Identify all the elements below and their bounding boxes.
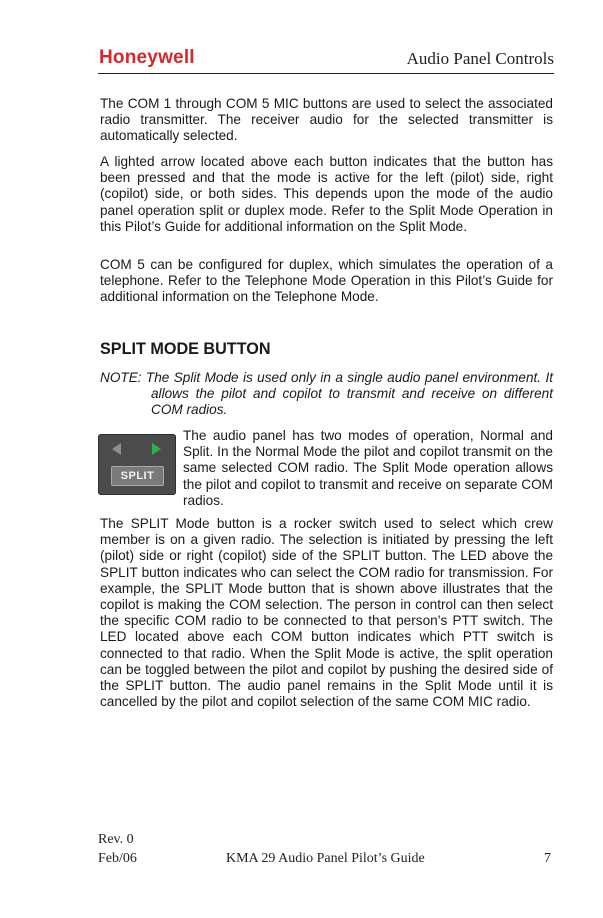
- paragraph-com-mic: The COM 1 through COM 5 MIC buttons are used to select the associated radio transmitter. The receiver audio for the selected transmitter is automatically selected.: [100, 96, 553, 144]
- copilot-indicator-arrow-icon: [152, 443, 161, 455]
- running-head: Audio Panel Controls: [406, 49, 554, 68]
- footer-date: Feb/06: [98, 851, 137, 866]
- split-button-image-label: SPLIT: [111, 466, 164, 486]
- footer-title: KMA 29 Audio Panel Pilot’s Guide: [226, 851, 425, 866]
- pilot-indicator-arrow-icon: [112, 443, 121, 455]
- header-rule: [98, 73, 554, 74]
- page-number: 7: [544, 851, 551, 866]
- section-heading: SPLIT MODE BUTTON: [100, 340, 271, 358]
- paragraph-split-rocker: The SPLIT Mode button is a rocker switch used to select which crew member is on a given radio. The selection is initiated by pressing the left (pilot) side or right (copilot) side of the SPLIT button. The LED above the SPLIT button indicates who can select the COM radio for transmission. For example, the SPLIT Mode button that is shown above illustrates that the copilot is making the COM selection. The person in control can then select the specific COM radio to be connected to that person’s PTT switch. The LED located above each COM button indicates which PTT switch is connected to that radio. When the Split Mode is active, the split operation can be toggled between the pilot and copilot by pushing the desired side of the SPLIT button. The audio panel remains in the Split Mode until it is cancelled by the pilot and copilot selection of the same COM MIC radio.: [100, 516, 553, 710]
- page-header: [98, 45, 554, 73]
- paragraph-com5-duplex: COM 5 can be configured for duplex, which simulates the operation of a telephone. Refer to the Telephone Mode Operation in this Pilot’s Guide for additional information on the Telephone Mode.: [100, 257, 553, 305]
- split-button-illustration: [98, 434, 176, 495]
- paragraph-lighted-arrow: A lighted arrow located above each button indicates that the button has been pressed and that the mode is active for the left (pilot) side, right (copilot) side, or both sides. This depends upon the mode of the audio panel operation split or duplex mode. Refer to the Split Mode Operation in this Pilot’s Guide for additional information on the Split Mode.: [100, 154, 553, 234]
- note-split-mode: NOTE: The Split Mode is used only in a single audio panel environment. It allows the pilot and copilot to transmit and receive on different COM radios.: [100, 370, 553, 418]
- brand-logo: Honeywell: [99, 47, 195, 68]
- footer-revision: Rev. 0: [98, 832, 134, 847]
- paragraph-modes: The audio panel has two modes of operation, Normal and Split. In the Normal Mode the pilot and copilot transmit on the same selected COM radio. The Split Mode operation allows the pilot and copilot to transmit and receive on separate COM radios.: [183, 428, 553, 508]
